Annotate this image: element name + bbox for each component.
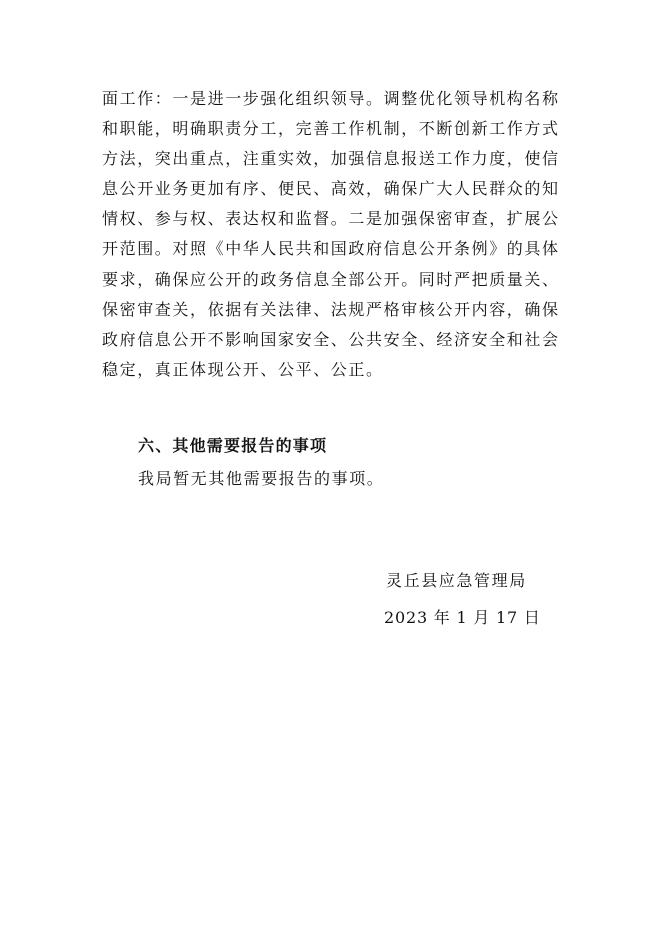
paragraph-line: 面工作：一是进一步强化组织领导。调整优化领导机构名称	[102, 89, 560, 108]
paragraph-line: 稳定，真正体现公开、公平、公正。	[102, 359, 384, 379]
paragraph-line: 开范围。对照《中华人民共和国政府信息公开条例》的具体	[102, 239, 560, 259]
paragraph-line: 政府信息公开不影响国家安全、公共安全、经济安全和社会	[102, 329, 560, 349]
paragraph-line: 息公开业务更加有序、便民、高效，确保广大人民群众的知	[102, 179, 560, 199]
paragraph-line: 和职能，明确职责分工，完善工作机制，不断创新工作方式	[102, 119, 560, 139]
body-paragraph	[102, 84, 564, 385]
paragraph-line: 方法，突出重点，注重实效，加强信息报送工作力度，使信	[102, 149, 560, 169]
paragraph-line: 保密审查关，依据有关法律、法规严格审核公开内容，确保	[102, 299, 560, 319]
paragraph-line: 情权、参与权、表达权和监督。二是加强保密审查，扩展公	[102, 209, 560, 229]
signature-date: 2023 年 1 月 17 日	[384, 608, 541, 627]
section-heading: 六、其他需要报告的事项	[138, 436, 328, 455]
signature-organization: 灵丘县应急管理局	[386, 571, 527, 590]
paragraph-line: 要求，确保应公开的政务信息全部公开。同时严把质量关、	[102, 269, 560, 289]
section-text: 我局暂无其他需要报告的事项。	[138, 469, 385, 488]
